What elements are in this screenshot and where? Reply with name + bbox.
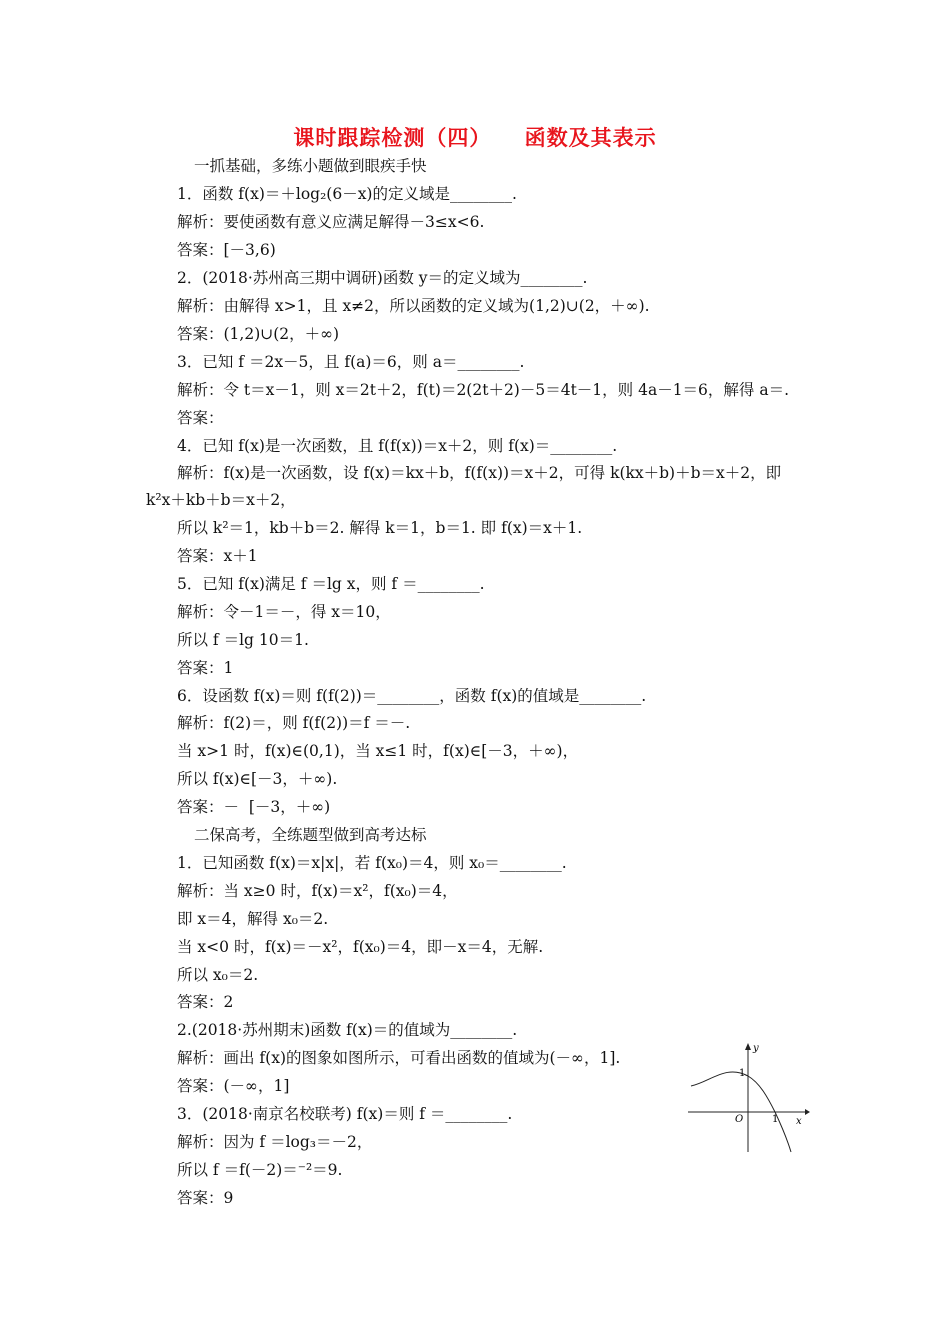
- y-axis-arrow: [745, 1043, 751, 1050]
- x-axis-arrow: [805, 1109, 810, 1115]
- answer-5: 答案：1: [177, 659, 234, 677]
- question-1: 1．函数 f(x)＝＋log₂(6－x)的定义域是________.: [177, 185, 517, 203]
- x-tick-label: 1: [772, 1114, 779, 1125]
- exam-question-2: 2.(2018·苏州期末)函数 f(x)＝的值域为________.: [177, 1021, 518, 1039]
- exam-answer-2: 答案：(－∞，1]: [177, 1077, 290, 1095]
- question-6: 6．设函数 f(x)＝则 f(f(2))＝________，函数 f(x)的值域是________.: [177, 687, 647, 705]
- answer-4: 答案：x＋1: [177, 547, 258, 565]
- exam-solution-1: 解析：当 x≥0 时，f(x)＝x²，f(x₀)＝4，: [177, 882, 458, 900]
- solution-2: 解析：由解得 x>1，且 x≠2，所以函数的定义域为(1,2)∪(2，＋∞).: [177, 297, 650, 315]
- y-axis-label: y: [753, 1043, 759, 1054]
- question-5: 5．已知 f(x)满足 f ＝lg x，则 f ＝________.: [177, 575, 485, 593]
- exam-solution-3: 解析：因为 f ＝log₃＝－2，: [177, 1133, 373, 1151]
- exam-solution-2: 解析：画出 f(x)的图象如图所示，可看出函数的值域为(－∞，1].: [177, 1049, 621, 1067]
- exam-solution-1-case2: 当 x<0 时，f(x)＝－x²，f(x₀)＝4，即－x＝4，无解.: [177, 938, 544, 956]
- section-heading-exam: 二保高考，全练题型做到高考达标: [194, 826, 427, 844]
- solution-6-cont: 当 x>1 时，f(x)∈(0,1)，当 x≤1 时，f(x)∈[－3，＋∞)，: [177, 742, 579, 760]
- solution-3: 解析：令 t＝x－1，则 x＝2t＋2，f(t)＝2(2t＋2)－5＝4t－1，则 4a－1＝6，解得 a＝.: [177, 381, 790, 399]
- answer-1: 答案：[－3,6): [177, 241, 276, 259]
- exam-solution-1-cont: 即 x＝4，解得 x₀＝2.: [177, 910, 329, 928]
- exam-question-3: 3．(2018·南京名校联考) f(x)＝则 f ＝________.: [177, 1105, 513, 1123]
- exam-solution-3-result: 所以 f ＝f(－2)＝⁻²＝9.: [177, 1161, 343, 1179]
- solution-5: 解析：令－1＝－，得 x＝10，: [177, 603, 391, 621]
- solution-4-cont: k²x＋kb＋b＝x＋2，: [146, 491, 296, 509]
- exam-answer-3: 答案：9: [177, 1189, 234, 1207]
- section-heading-basics: 一抓基础，多练小题做到眼疾手快: [194, 157, 427, 175]
- solution-6-result: 所以 f(x)∈[－3，＋∞).: [177, 770, 338, 788]
- solution-4-result: 所以 k²＝1，kb＋b＝2. 解得 k＝1，b＝1. 即 f(x)＝x＋1.: [177, 519, 583, 537]
- solution-4: 解析：f(x)是一次函数，设 f(x)＝kx＋b，f(f(x))＝x＋2，可得 k(kx＋b)＋b＝x＋2，即: [177, 464, 782, 482]
- question-3: 3．已知 f ＝2x－5，且 f(a)＝6，则 a＝________.: [177, 353, 525, 371]
- answer-2: 答案：(1,2)∪(2，＋∞): [177, 325, 340, 343]
- exam-answer-1: 答案：2: [177, 993, 234, 1011]
- exam-solution-1-result: 所以 x₀＝2.: [177, 966, 259, 984]
- page-title: 课时跟踪检测（四） 函数及其表示: [293, 126, 657, 150]
- question-4: 4．已知 f(x)是一次函数，且 f(f(x))＝x＋2，则 f(x)＝________.: [177, 437, 618, 455]
- function-graph: [688, 1042, 810, 1154]
- solution-5-result: 所以 f ＝lg 10＝1.: [177, 631, 309, 649]
- x-axis-label: x: [796, 1116, 802, 1127]
- exam-question-1: 1．已知函数 f(x)＝x|x|，若 f(x₀)＝4，则 x₀＝________.: [177, 854, 567, 872]
- answer-3: 答案：: [177, 409, 224, 427]
- solution-1: 解析：要使函数有意义应满足解得－3≤x<6.: [177, 213, 485, 231]
- y-tick-label: 1: [739, 1068, 746, 1079]
- question-2: 2．(2018·苏州高三期中调研)函数 y＝的定义域为________.: [177, 269, 588, 287]
- origin-label: O: [735, 1114, 744, 1125]
- answer-6: 答案：－ [－3，＋∞): [177, 798, 331, 816]
- solution-6: 解析：f(2)＝，则 f(f(2))＝f ＝－.: [177, 714, 411, 732]
